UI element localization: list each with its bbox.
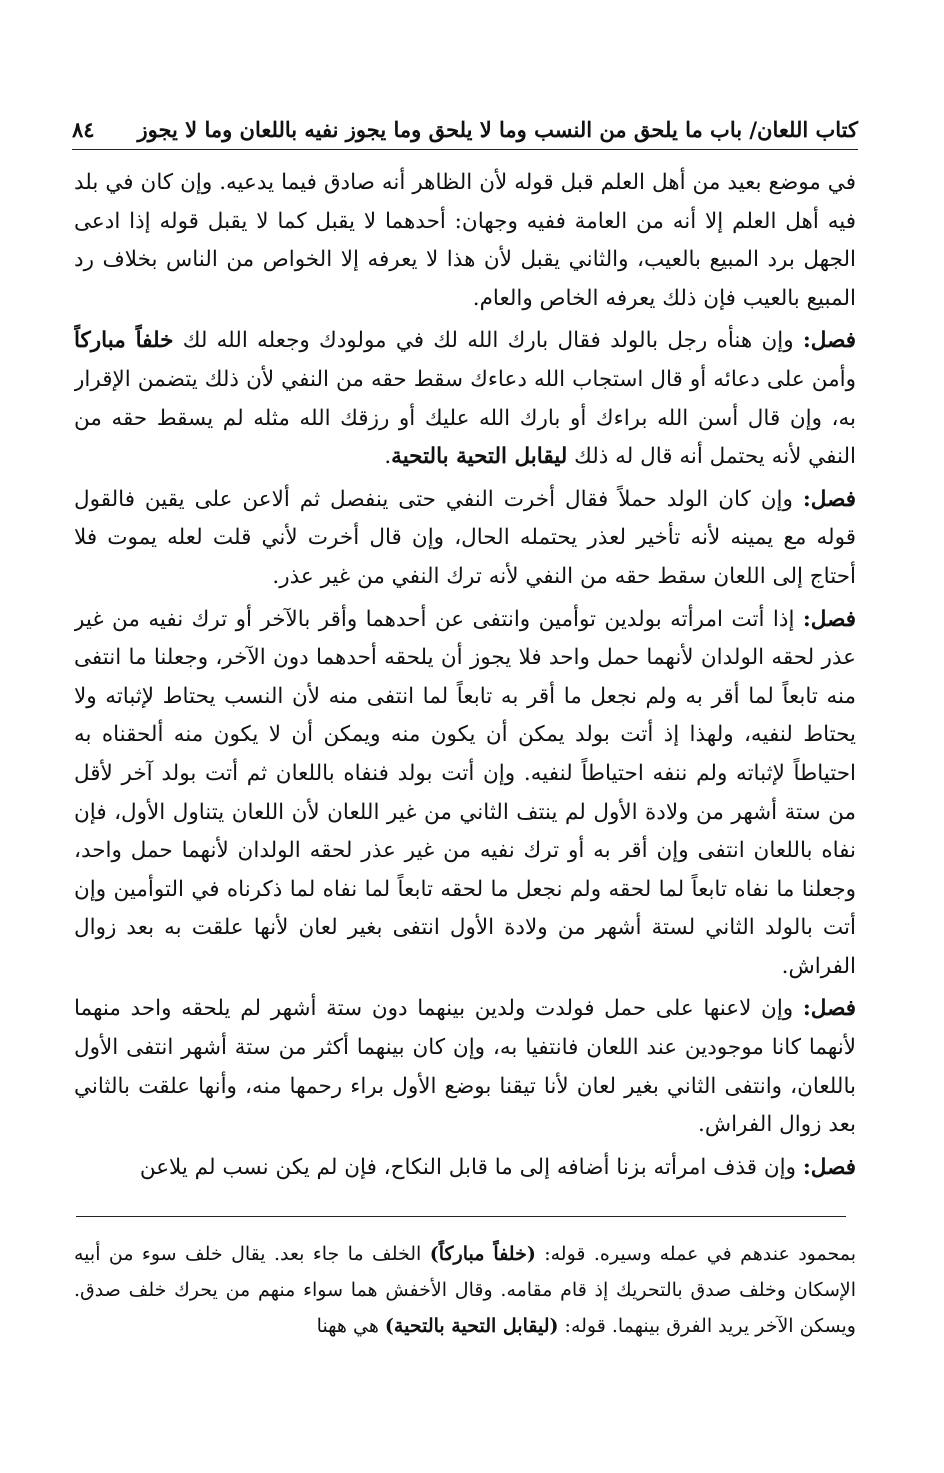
paragraph-text: وأمن على دعائه أو قال استجاب الله دعاءك سقط حقه من النفي لأن ذلك يتضمن الإقرار به، وإن قال أسن الله براءك أو بارك الله عليك أو رزقك الله مثله لم يسقط حقه من النفي لأنه يحتمل أنه قال له ذلك	[74, 366, 856, 470]
footnote-part: هي ههنا	[316, 1315, 385, 1337]
footnote-divider	[76, 1216, 846, 1217]
paragraph-text: وإن كان الولد حملاً فقال أخرت النفي حتى ينفصل ثم ألاعن على يقين فالقول قوله مع يمينه لأنه تأخير لعذر يحتمله الحال، وإن قال أخرت لأني قلت لعله يموت فلا أحتاج إلى اللعان سقط حقه من النفي لأنه ترك النفي من غير عذر.	[74, 486, 856, 589]
paragraph-text: .	[384, 444, 392, 470]
section-lead: فصل:	[802, 606, 856, 632]
paragraph-1	[74, 164, 856, 318]
running-title: كتاب اللعان/ باب ما يلحق من النسب وما لا يلحق وما يجوز نفيه باللعان وما لا يجوز	[137, 116, 858, 142]
paragraph-2	[74, 322, 856, 476]
paragraph-text: وإن هنأه رجل بالولد فقال بارك الله لك في مولودك وجعله الله لك	[173, 328, 803, 354]
footnote-part: الخلف ما جاء بعد. يقال خلف سوء من أبيه الإسكان وخلف صدق بالتحريك إذ قام مقامه. وقال الأخفش هما سواء منهم من يحرك خلف صدق. ويسكن الآخر يريد الفرق بينهما. قوله:	[74, 1243, 856, 1337]
section-lead: فصل:	[802, 328, 856, 354]
header-divider	[72, 149, 858, 150]
section-lead: فصل:	[802, 996, 856, 1022]
page-header	[72, 112, 858, 146]
section-lead: فصل:	[802, 1154, 856, 1180]
bold-phrase: خلفاً مباركاً	[74, 328, 174, 354]
section-lead: فصل:	[802, 486, 856, 512]
footnote-bold-phrase: (خلفاً مباركاً)	[429, 1243, 536, 1265]
paragraph-text: وإن لاعنها على حمل فولدت ولدين بينهما دون ستة أشهر لم يلحقه واحد منهما لأنهما كانا موجودين عند اللعان فانتفيا به، وإن كان بينهما أكثر من ستة أشهر انتفى الأول باللعان، وانتفى الثاني بغير لعان لأنا تيقنا بوضع الأول براء رحمها منه، وأنها علقت بالثاني بعد زوال الفراش.	[74, 996, 856, 1138]
paragraph-4	[74, 601, 856, 987]
footnote-bold-phrase: (ليقابل التحية بالتحية)	[384, 1315, 559, 1337]
footnote	[74, 1236, 856, 1366]
main-text	[74, 164, 856, 1194]
paragraph-6	[74, 1149, 856, 1188]
bold-phrase: ليقابل التحية بالتحية	[391, 444, 568, 470]
footnote-text	[74, 1236, 856, 1344]
page-number: ٨٤	[72, 116, 95, 142]
paragraph-text: إذا أتت امرأته بولدين توأمين وانتفى عن أحدهما وأقر بالآخر أو ترك نفيه من غير عذر لحقه الولدان لأنهما حمل واحد فلا يجوز أن يلحقه أحدهما دون الآخر، وجعلنا ما انتفى منه تابعاً لما أقر به ولم نجعل ما أقر به تابعاً لما انتفى منه لأن النسب يحتاط لإثباته ولا يحتاط لنفيه، ولهذا إذ أتت بولد يمكن أن يكون منه ويمكن أن لا يكون منه ألحقناه به احتياطاً لإثباته ولم ننفه احتياطاً لنفيه. وإن أتت بولد فنفاه باللعان ثم أتت بولد آخر لأقل من ستة أشهر من ولادة الأول لم ينتف الثاني من غير اللعان لأن اللعان يتناول الأول، فإن نفاه باللعان انتفى وإن أقر به أو ترك نفيه من غير عذر لحقه الولدان لأنهما حمل واحد، وجعلنا ما نفاه تابعاً لما لحقه ولم نجعل ما لحقه تابعاً لما نفاه لما ذكرناه في التوأمين وإن أتت بالولد الثاني لستة أشهر من ولادة الأول انتفى بغير لعان لأنها علقت به بعد زوال الفراش.	[74, 606, 856, 979]
paragraph-text: وإن قذف امرأته بزنا أضافه إلى ما قابل النكاح، فإن لم يكن نسب لم يلاعن	[139, 1154, 803, 1180]
paragraph-text: في موضع بعيد من أهل العلم قبل قوله لأن الظاهر أنه صادق فيما يدعيه. وإن كان في بلد فيه أهل العلم إلا أنه من العامة ففيه وجهان: أحدهما لا يقبل كما لا يقبل قوله إذا ادعى الجهل برد المبيع بالعيب، والثاني يقبل لأن هذا لا يعرفه إلا الخواص من الناس بخلاف رد المبيع بالعيب فإن ذلك يعرفه الخاص والعام.	[74, 170, 856, 311]
footnote-part: بمحمود عندهم في عمله وسيره. قوله:	[535, 1243, 856, 1265]
paragraph-5	[74, 990, 856, 1144]
paragraph-3	[74, 481, 856, 597]
